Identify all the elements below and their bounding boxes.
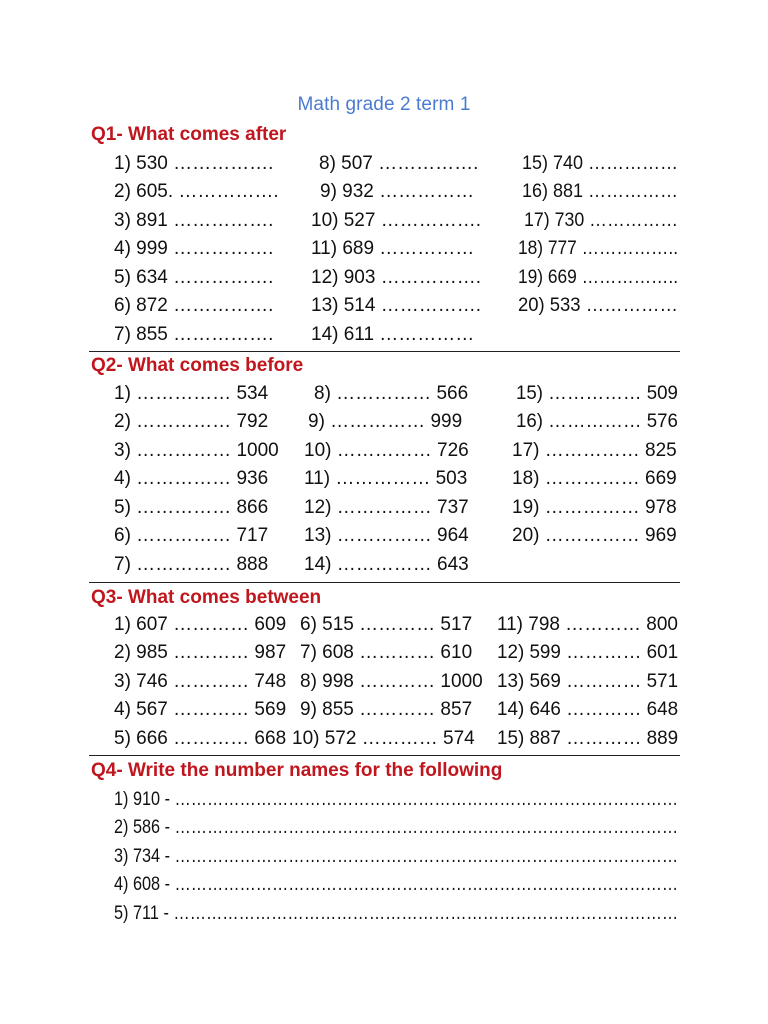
q2-item: 5) …………… 866 xyxy=(114,497,269,518)
q4-row xyxy=(0,789,768,817)
q2-row xyxy=(0,468,768,496)
q2-row xyxy=(0,440,768,468)
q1-item: 1) 530 ……………. xyxy=(114,153,274,174)
q2-item: 15) …………… 509 xyxy=(516,383,678,404)
q4-item: 5) 711 - ………………………………………………………………………………… xyxy=(114,903,679,924)
q1-item: 18) 777 …………….. xyxy=(518,238,679,259)
q4-row xyxy=(0,846,768,874)
q2-item: 14) …………… 643 xyxy=(304,554,469,575)
q2-row xyxy=(0,411,768,439)
q1-row xyxy=(0,181,768,209)
q3-row xyxy=(0,671,768,699)
q1-item: 13) 514 ……………. xyxy=(311,295,481,316)
q2-row xyxy=(0,497,768,525)
q3-item: 6) 515 ………… 517 xyxy=(300,614,473,635)
q1-item: 10) 527 ……………. xyxy=(311,210,481,231)
q3-item: 7) 608 ………… 610 xyxy=(300,642,473,663)
q1-item: 20) 533 …………… xyxy=(518,295,678,316)
q3-item: 15) 887 ………… 889 xyxy=(497,728,679,749)
q3-item: 5) 666 ………… 668 xyxy=(114,728,287,749)
q2-item: 9) …………… 999 xyxy=(308,411,463,432)
q3-item: 4) 567 ………… 569 xyxy=(114,699,287,720)
q2-item: 11) …………… 503 xyxy=(304,468,468,489)
q1-heading: Q1- What comes after xyxy=(91,124,287,145)
q2-item: 8) …………… 566 xyxy=(314,383,469,404)
q3-item: 8) 998 ………… 1000 xyxy=(300,671,483,692)
q1-item: 8) 507 ……………. xyxy=(319,153,479,174)
q2-item: 18) …………… 669 xyxy=(512,468,677,489)
q2-item: 16) …………… 576 xyxy=(516,411,678,432)
q3-heading: Q3- What comes between xyxy=(91,587,322,608)
q3-item: 14) 646 ………… 648 xyxy=(497,699,679,720)
q4-row xyxy=(0,903,768,931)
q2-item: 10) …………… 726 xyxy=(304,440,469,461)
q1-item: 15) 740 …………… xyxy=(522,153,679,174)
q3-row xyxy=(0,614,768,642)
q2-heading: Q2- What comes before xyxy=(91,355,304,376)
q1-row xyxy=(0,295,768,323)
q1-item: 16) 881 …………… xyxy=(522,181,679,202)
q2-item: 7) …………… 888 xyxy=(114,554,269,575)
q1-item: 3) 891 ……………. xyxy=(114,210,274,231)
q2-item: 4) …………… 936 xyxy=(114,468,269,489)
q3-item: 13) 569 ………… 571 xyxy=(497,671,679,692)
section-divider xyxy=(89,351,680,352)
q1-item: 11) 689 …………… xyxy=(311,238,475,259)
q2-item: 13) …………… 964 xyxy=(304,525,469,546)
q3-item: 9) 855 ………… 857 xyxy=(300,699,473,720)
q3-item: 11) 798 ………… 800 xyxy=(497,614,678,635)
q3-item: 12) 599 ………… 601 xyxy=(497,642,679,663)
q1-item: 17) 730 …………… xyxy=(524,210,679,231)
q1-row xyxy=(0,238,768,266)
q1-item: 7) 855 ……………. xyxy=(114,324,274,345)
q1-row xyxy=(0,153,768,181)
q2-item: 20) …………… 969 xyxy=(512,525,677,546)
q1-item: 2) 605. ……………. xyxy=(114,181,279,202)
q3-item: 3) 746 ………… 748 xyxy=(114,671,287,692)
q1-item: 19) 669 …………….. xyxy=(518,267,679,288)
q1-item: 5) 634 ……………. xyxy=(114,267,274,288)
q2-row xyxy=(0,383,768,411)
q4-item: 3) 734 - ………………………………………………………………………………… xyxy=(114,846,679,867)
q3-row xyxy=(0,699,768,727)
q3-item: 10) 572 ………… 574 xyxy=(292,728,475,749)
page-title: Math grade 2 term 1 xyxy=(297,94,471,115)
q3-row xyxy=(0,642,768,670)
q2-item: 6) …………… 717 xyxy=(114,525,269,546)
q1-item: 14) 611 …………… xyxy=(311,324,475,345)
q1-row xyxy=(0,324,768,352)
q2-row xyxy=(0,554,768,582)
q3-item: 1) 607 ………… 609 xyxy=(114,614,287,635)
q1-item: 6) 872 ……………. xyxy=(114,295,274,316)
q4-item: 1) 910 - ………………………………………………………………………………… xyxy=(114,789,679,810)
q4-item: 2) 586 - ………………………………………………………………………………… xyxy=(114,817,679,838)
section-divider xyxy=(89,755,680,756)
q1-item: 4) 999 ……………. xyxy=(114,238,274,259)
q4-row xyxy=(0,817,768,845)
q1-item: 9) 932 …………… xyxy=(320,181,475,202)
q3-row xyxy=(0,728,768,756)
q2-item: 17) …………… 825 xyxy=(512,440,677,461)
q2-item: 19) …………… 978 xyxy=(512,497,677,518)
q4-item: 4) 608 - ………………………………………………………………………………… xyxy=(114,874,679,895)
q1-row xyxy=(0,267,768,295)
q2-item: 3) …………… 1000 xyxy=(114,440,279,461)
q4-heading: Q4- Write the number names for the following xyxy=(91,760,503,781)
q3-item: 2) 985 ………… 987 xyxy=(114,642,287,663)
q1-row xyxy=(0,210,768,238)
q2-row xyxy=(0,525,768,553)
q2-item: 12) …………… 737 xyxy=(304,497,469,518)
q4-row xyxy=(0,874,768,902)
q2-item: 1) …………… 534 xyxy=(114,383,269,404)
q2-item: 2) …………… 792 xyxy=(114,411,269,432)
q1-item: 12) 903 ……………. xyxy=(311,267,481,288)
section-divider xyxy=(89,582,680,583)
